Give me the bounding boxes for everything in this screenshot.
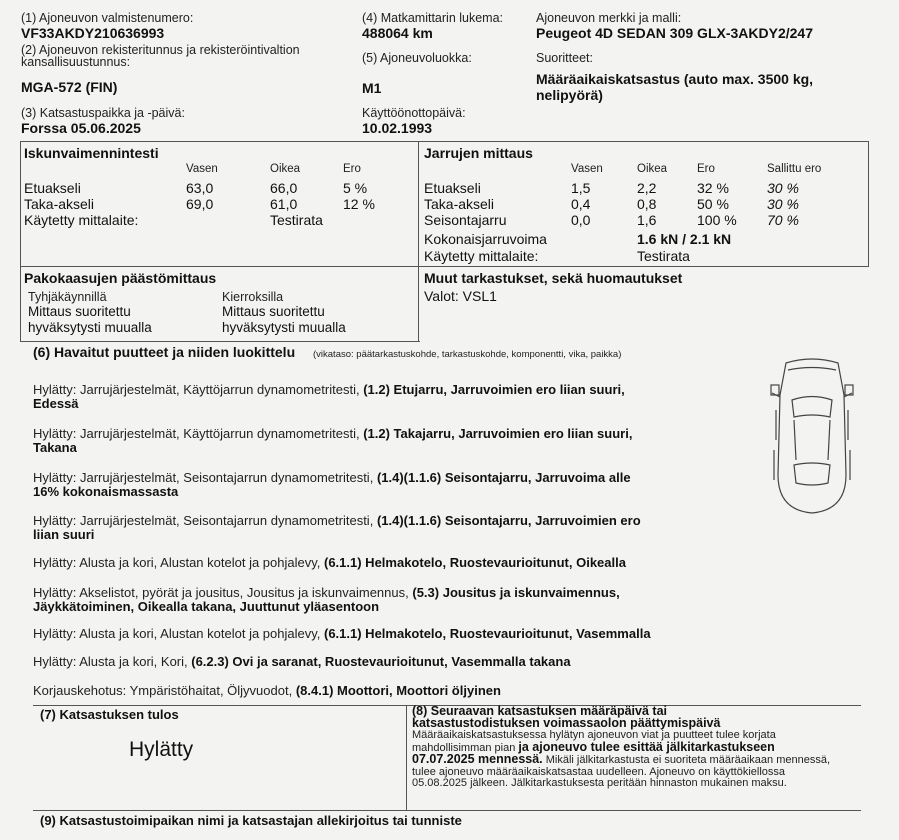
defect-level: Hylätty:: [33, 513, 77, 528]
brake-col-right: Oikea: [637, 163, 668, 175]
shock-row-right: 61,0: [270, 196, 298, 212]
grid-line-mid: [20, 266, 869, 267]
next-inspection-text: Määräaikaiskatsastuksessa hylätyn ajoneuvon viat ja puutteet tulee korjata mahdollisimman pian: [412, 729, 776, 754]
defect-level: Hylätty:: [33, 555, 77, 570]
odometer-value: 488064 km: [362, 25, 433, 41]
grid-line-bottom: [20, 341, 420, 342]
grid-line-right: [868, 141, 869, 266]
commission-value: 10.02.1993: [362, 120, 433, 136]
shock-row-left: 69,0: [186, 196, 214, 212]
defect-detail: (6.2.3) Ovi ja saranat, Ruostevaurioitunut, Vasemmalla takana: [191, 654, 571, 669]
defect-detail-cont: liian suuri: [33, 527, 95, 542]
other-checks-title: Muut tarkastukset, sekä huomautukset: [424, 270, 683, 286]
emissions-idle-line1: Mittaus suoritettu: [28, 304, 131, 319]
brake-row-label: Taka-akseli: [424, 196, 495, 212]
brake-row-diff: 32 %: [697, 180, 729, 196]
next-inspection-title-2: katsastustodistuksen voimassaolon päättymispäivä: [412, 716, 721, 730]
shock-col-right: Oikea: [270, 163, 301, 175]
brake-device-value: Testirata: [637, 248, 690, 264]
defect-level: Hylätty:: [33, 470, 77, 485]
defect-detail-cont: Edessä: [33, 396, 79, 411]
defect-level: Hylätty:: [33, 626, 77, 641]
defect-path: Jarrujärjestelmät, Käyttöjarrun dynamometritesti,: [79, 382, 360, 397]
shock-row-diff: 5 %: [343, 180, 368, 196]
defect-item: [33, 471, 733, 499]
defect-item: [33, 514, 733, 542]
defect-detail-cont: Takana: [33, 440, 77, 455]
vin-value: VF33AKDY210636993: [21, 25, 165, 41]
defect-path: Jarrujärjestelmät, Käyttöjarrun dynamometritesti,: [79, 426, 360, 441]
vin-label: (1) Ajoneuvon valmistenumero:: [21, 11, 194, 25]
performed-value-1: Määräaikaiskatsastus (auto max. 3500 kg,: [536, 71, 814, 87]
defect-level: Korjauskehotus:: [33, 683, 127, 698]
place-label: (3) Katsastuspaikka ja -päivä:: [21, 106, 185, 120]
defect-path: Alusta ja kori, Alustan kotelot ja pohjalevy,: [79, 555, 321, 570]
brake-row-diff: 50 %: [697, 196, 729, 212]
shock-device-value: Testirata: [270, 212, 323, 228]
car-diagram-icon: [762, 355, 862, 520]
shock-row-label: Etuakseli: [24, 180, 81, 196]
signature-title: (9) Katsastustoimipaikan nimi ja katsastajan allekirjoitus tai tunniste: [40, 813, 462, 828]
performed-value-2: nelipyörä): [536, 87, 603, 103]
reg-label-1: (2) Ajoneuvon rekisteritunnus ja rekisteröintivaltion: [21, 43, 300, 57]
brake-row-left: 0,4: [571, 196, 591, 212]
emissions-title: Pakokaasujen päästömittaus: [24, 270, 217, 286]
defect-detail-cont: Jäykkätoiminen, Oikealla takana, Juuttunut yläasentoon: [33, 599, 380, 614]
brake-col-allowed: Sallittu ero: [767, 163, 822, 175]
shock-row-label: Taka-akseli: [24, 196, 95, 212]
brake-row-allowed: 30 %: [767, 180, 799, 196]
defect-detail: (5.3) Jousitus ja iskunvaimennus,: [412, 585, 620, 600]
grid-line-left: [20, 141, 21, 341]
defect-path: Alusta ja kori, Kori,: [79, 654, 188, 669]
brake-row-diff: 100 %: [697, 212, 737, 228]
defect-level: Hylätty:: [33, 585, 77, 600]
brake-row-right: 2,2: [637, 180, 657, 196]
defect-item: [33, 655, 733, 669]
defect-item: [33, 627, 733, 641]
result-title: (7) Katsastuksen tulos: [40, 707, 179, 722]
commission-label: Käyttöönottopäivä:: [362, 106, 466, 120]
defect-level: Hylätty:: [33, 654, 77, 669]
brake-row-label: Etuakseli: [424, 180, 481, 196]
brake-row-allowed: 30 %: [767, 196, 799, 212]
defect-item: [33, 586, 733, 614]
defects-title: (6) Havaitut puutteet ja niiden luokittelu: [33, 344, 296, 360]
shock-row-left: 63,0: [186, 180, 214, 196]
next-inspection-text: Mikäli jälkitarkastusta ei suoriteta määräaikaan mennessä, tulee ajoneuvo määräaikaiskatsastaa uudelleen. Ajoneuvo on käyttökiellossa 05.08.2025 jälkeen. Jälkitarkastuksesta peritään hinnaston mukainen maksu.: [412, 754, 831, 789]
shock-col-left: Vasen: [186, 163, 218, 175]
brake-row-right: 1,6: [637, 212, 657, 228]
defect-level: Hylätty:: [33, 426, 77, 441]
bottom-line-bottom: [33, 810, 861, 811]
next-inspection-deadline: ja ajoneuvo tulee esittää jälkitarkastukseen 07.07.2025 mennessä.: [412, 739, 775, 766]
defect-detail-cont: 16% kokonaismassasta: [33, 484, 179, 499]
defect-path: Jarrujärjestelmät, Seisontajarrun dynamometritesti,: [79, 513, 374, 528]
defects-subtitle: (vikataso: päätarkastuskohde, tarkastuskohde, komponentti, vika, paikka): [313, 349, 622, 360]
shock-test-title: Iskunvaimennintesti: [24, 145, 159, 161]
emissions-idle-line2: hyväksytysti muualla: [28, 320, 152, 335]
brake-row-right: 0,8: [637, 196, 657, 212]
shock-row-diff: 12 %: [343, 196, 375, 212]
make-value: Peugeot 4D SEDAN 309 GLX-3AKDY2/247: [536, 25, 813, 41]
emissions-rpm-line1: Mittaus suoritettu: [222, 304, 325, 319]
brake-row-left: 1,5: [571, 180, 591, 196]
performed-label: Suoritteet:: [536, 51, 593, 65]
brake-device-label: Käytetty mittalaite:: [424, 248, 539, 264]
defect-item: [33, 427, 733, 455]
defect-detail: (1.2) Etujarru, Jarruvoimien ero liian suuri,: [363, 382, 625, 397]
defect-path: Akselistot, pyörät ja jousitus, Jousitus ja iskunvaimennus,: [79, 585, 409, 600]
defect-path: Alusta ja kori, Alustan kotelot ja pohjalevy,: [79, 626, 321, 641]
defect-detail: (6.1.1) Helmakotelo, Ruostevaurioitunut, Oikealla: [324, 555, 626, 570]
shock-device-label: Käytetty mittalaite:: [24, 212, 139, 228]
class-label: (5) Ajoneuvoluokka:: [362, 51, 472, 65]
other-checks-lights: Valot: VSL1: [424, 288, 497, 304]
brake-col-left: Vasen: [571, 163, 603, 175]
emissions-idle-label: Tyhjäkäynnillä: [28, 290, 107, 304]
class-value: M1: [362, 80, 382, 96]
brake-col-diff: Ero: [697, 163, 715, 175]
emissions-rpm-line2: hyväksytysti muualla: [222, 320, 346, 335]
defect-detail: (8.4.1) Moottori, Moottori öljyinen: [295, 683, 501, 698]
brake-total-value: 1.6 kN / 2.1 kN: [637, 231, 732, 247]
grid-line-center: [418, 141, 419, 341]
reg-value: MGA-572 (FIN): [21, 79, 118, 95]
defect-item: [33, 556, 733, 570]
result-value: Hylätty: [129, 738, 194, 761]
brake-test-title: Jarrujen mittaus: [424, 145, 533, 161]
defect-detail: (1.4)(1.1.6) Seisontajarru, Jarruvoima alle: [376, 470, 631, 485]
defect-path: Ympäristöhaitat, Öljyvuodot,: [129, 683, 293, 698]
shock-col-diff: Ero: [343, 163, 361, 175]
make-label: Ajoneuvon merkki ja malli:: [536, 11, 682, 25]
next-inspection-title-1: (8) Seuraavan katsastuksen määräpäivä tai: [412, 704, 667, 718]
brake-row-label: Seisontajarru: [424, 212, 507, 228]
defect-level: Hylätty:: [33, 382, 77, 397]
defect-item: [33, 684, 733, 698]
reg-label-2: kansallisuustunnus:: [21, 55, 131, 69]
defect-item: [33, 383, 733, 411]
shock-row-right: 66,0: [270, 180, 298, 196]
bottom-line-divider: [406, 705, 407, 810]
defect-path: Jarrujärjestelmät, Seisontajarrun dynamometritesti,: [79, 470, 374, 485]
emissions-rpm-label: Kierroksilla: [222, 290, 284, 304]
brake-total-label: Kokonaisjarruvoima: [424, 231, 547, 247]
place-value: Forssa 05.06.2025: [21, 120, 141, 136]
defect-detail: (1.2) Takajarru, Jarruvoimien ero liian suuri,: [363, 426, 633, 441]
odometer-label: (4) Matkamittarin lukema:: [362, 11, 504, 25]
defect-detail: (6.1.1) Helmakotelo, Ruostevaurioitunut, Vasemmalla: [324, 626, 651, 641]
next-inspection-body: [412, 730, 832, 790]
brake-row-left: 0,0: [571, 212, 591, 228]
grid-line-top: [20, 141, 869, 142]
brake-row-allowed: 70 %: [767, 212, 799, 228]
defect-detail: (1.4)(1.1.6) Seisontajarru, Jarruvoimien ero: [376, 513, 641, 528]
